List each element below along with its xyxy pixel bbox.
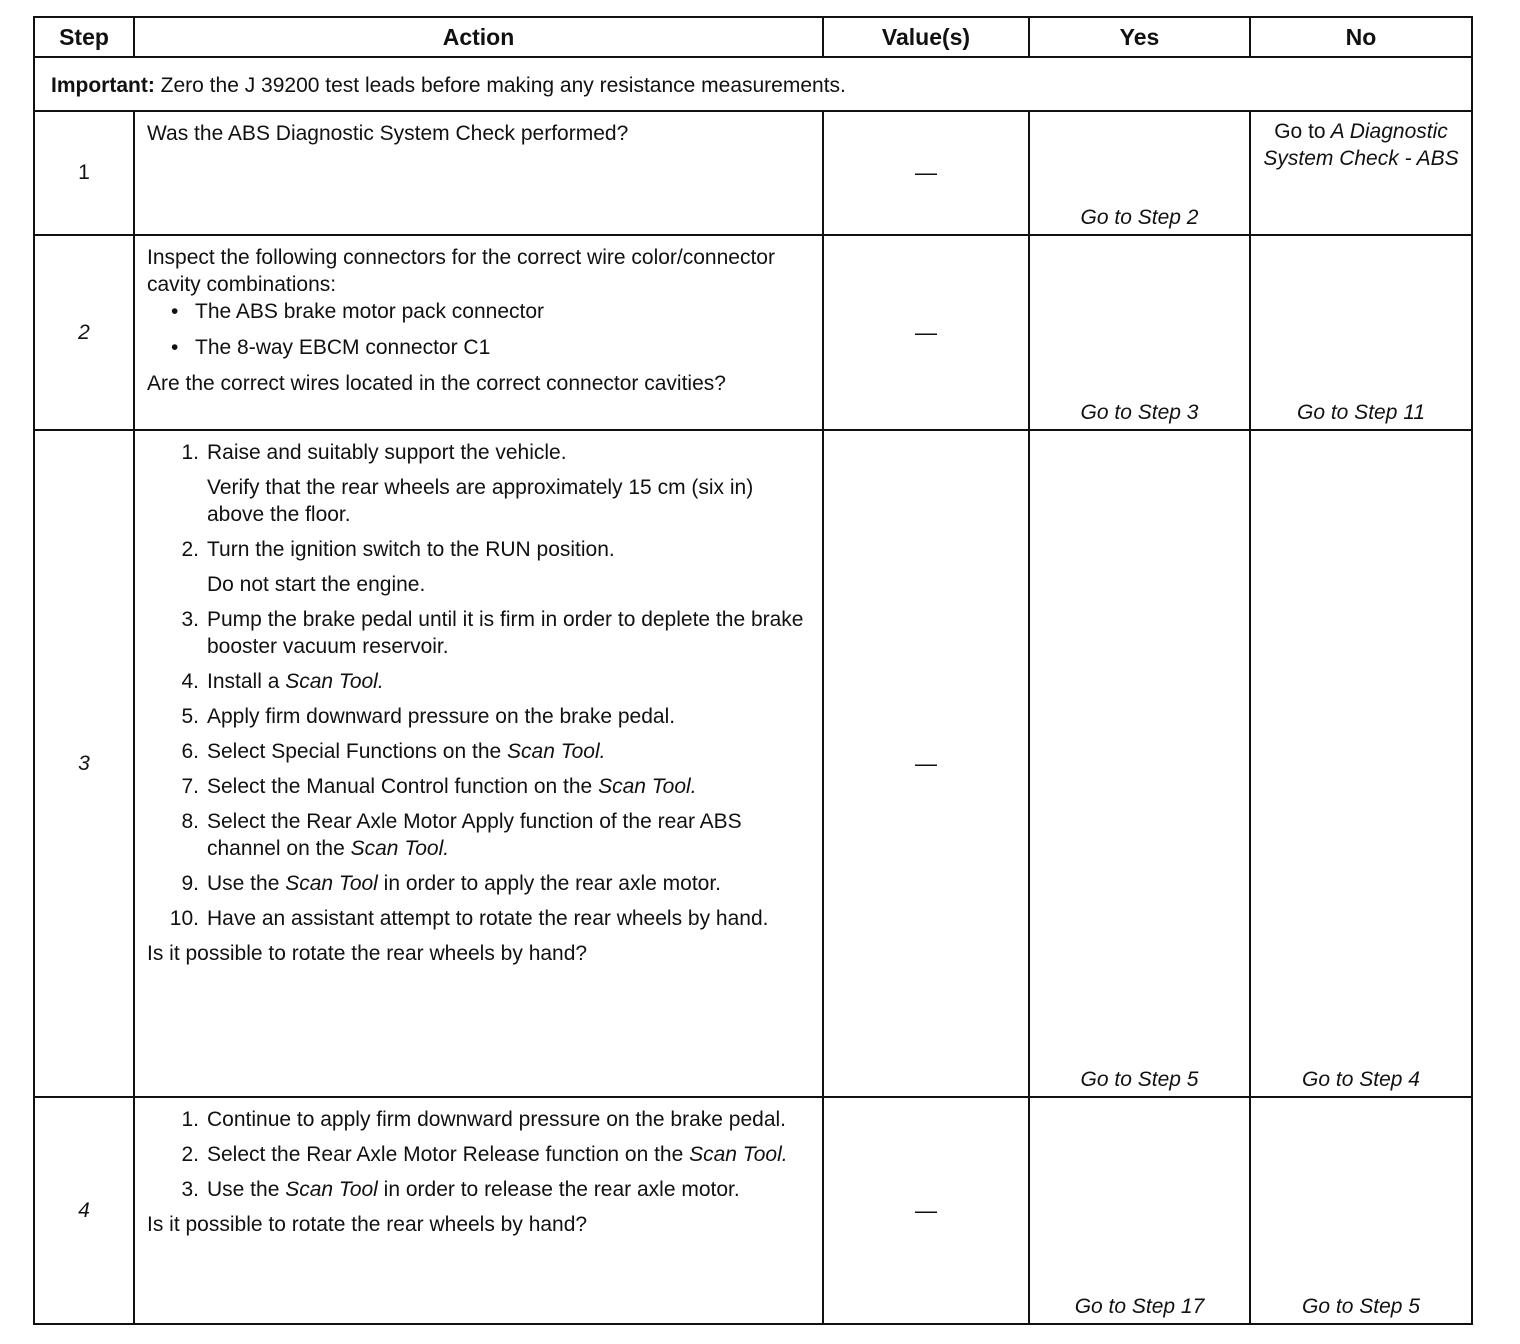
step-number: 3 <box>34 430 134 1097</box>
values-cell: — <box>823 235 1029 430</box>
step-number: 4 <box>34 1097 134 1324</box>
no-link-prefix: Go to <box>1274 120 1326 143</box>
no-cell <box>1250 1097 1472 1324</box>
intro-text: Inspect the following connectors for the correct wire color/connector cavity combinations: <box>147 246 775 296</box>
list-item: 8. Select the Rear Axle Motor Apply function of the rear ABS channel on the Scan Tool. <box>181 810 742 860</box>
table-row-step-1 <box>34 111 1472 235</box>
list-item: 3. Use the Scan Tool in order to release the rear axle motor. <box>181 1178 740 1201</box>
diagnostic-table <box>33 16 1473 1325</box>
header-values: Value(s) <box>823 17 1029 57</box>
header-no: No <box>1250 17 1472 57</box>
no-link[interactable]: Go to Step 4 <box>1302 1068 1420 1091</box>
action-cell <box>134 235 823 430</box>
table-row-step-3 <box>34 430 1472 1097</box>
yes-link[interactable]: Go to Step 3 <box>1080 401 1199 424</box>
action-cell <box>134 111 823 235</box>
list-item: 5. Apply firm downward pressure on the brake pedal. <box>181 705 676 728</box>
action-cell <box>134 430 823 1097</box>
header-row <box>34 17 1472 57</box>
yes-cell <box>1029 235 1250 430</box>
connector-list <box>147 298 808 361</box>
yes-link[interactable]: Go to Step 17 <box>1074 1295 1205 1318</box>
no-link[interactable] <box>1251 112 1471 172</box>
yes-cell <box>1029 111 1250 235</box>
action-cell <box>134 1097 823 1324</box>
list-item: 2. Select the Rear Axle Motor Release function on the Scan Tool. <box>181 1143 788 1166</box>
yes-link[interactable]: Go to Step 2 <box>1080 206 1199 229</box>
no-cell <box>1250 111 1472 235</box>
header-action: Action <box>134 17 823 57</box>
list-item: 6. Select Special Functions on the Scan Tool. <box>181 740 606 763</box>
important-text: Zero the J 39200 test leads before making any resistance measurements. <box>160 74 846 97</box>
list-item: 3. Pump the brake pedal until it is firm in order to deplete the brake booster vacuum reservoir. <box>181 608 804 658</box>
header-step: Step <box>34 17 134 57</box>
list-item: • The ABS brake motor pack connector <box>169 298 808 325</box>
no-cell <box>1250 430 1472 1097</box>
important-row <box>34 57 1472 111</box>
values-cell: — <box>823 430 1029 1097</box>
yes-cell <box>1029 430 1250 1097</box>
list-item: 1. Raise and suitably support the vehicle. Verify that the rear wheels are approximately 15 cm (six in) above the floor. <box>181 441 754 526</box>
list-item: • The 8-way EBCM connector C1 <box>169 334 808 361</box>
question-text: Is it possible to rotate the rear wheels by hand? <box>147 1213 588 1236</box>
question-text: Was the ABS Diagnostic System Check performed? <box>147 122 629 145</box>
question-text: Are the correct wires located in the correct connector cavities? <box>147 372 726 395</box>
important-label: Important: <box>51 74 155 97</box>
no-cell <box>1250 235 1472 430</box>
question-text: Is it possible to rotate the rear wheels by hand? <box>147 942 588 965</box>
values-cell: — <box>823 111 1029 235</box>
yes-link[interactable]: Go to Step 5 <box>1080 1068 1199 1091</box>
procedure-list <box>147 439 808 932</box>
list-item: 4. Install a Scan Tool. <box>181 670 384 693</box>
list-item: 2. Turn the ignition switch to the RUN position. Do not start the engine. <box>181 538 615 596</box>
list-item: 1. Continue to apply firm downward pressure on the brake pedal. <box>181 1108 786 1131</box>
table-row-step-4 <box>34 1097 1472 1324</box>
no-link[interactable]: Go to Step 11 <box>1296 401 1426 424</box>
important-note <box>34 57 1472 111</box>
table-row-step-2 <box>34 235 1472 430</box>
values-cell: — <box>823 1097 1029 1324</box>
list-item: 7. Select the Manual Control function on the Scan Tool. <box>181 775 697 798</box>
procedure-list <box>147 1106 808 1203</box>
list-item: 9. Use the Scan Tool in order to apply the rear axle motor. <box>181 872 722 895</box>
list-item: 10. Have an assistant attempt to rotate the rear wheels by hand. <box>169 907 769 930</box>
yes-cell <box>1029 1097 1250 1324</box>
step-number: 1 <box>34 111 134 235</box>
no-link[interactable]: Go to Step 5 <box>1302 1295 1420 1318</box>
no-link-target: A Diagnostic System Check - ABS <box>1263 120 1459 170</box>
step-number: 2 <box>34 235 134 430</box>
header-yes: Yes <box>1029 17 1250 57</box>
